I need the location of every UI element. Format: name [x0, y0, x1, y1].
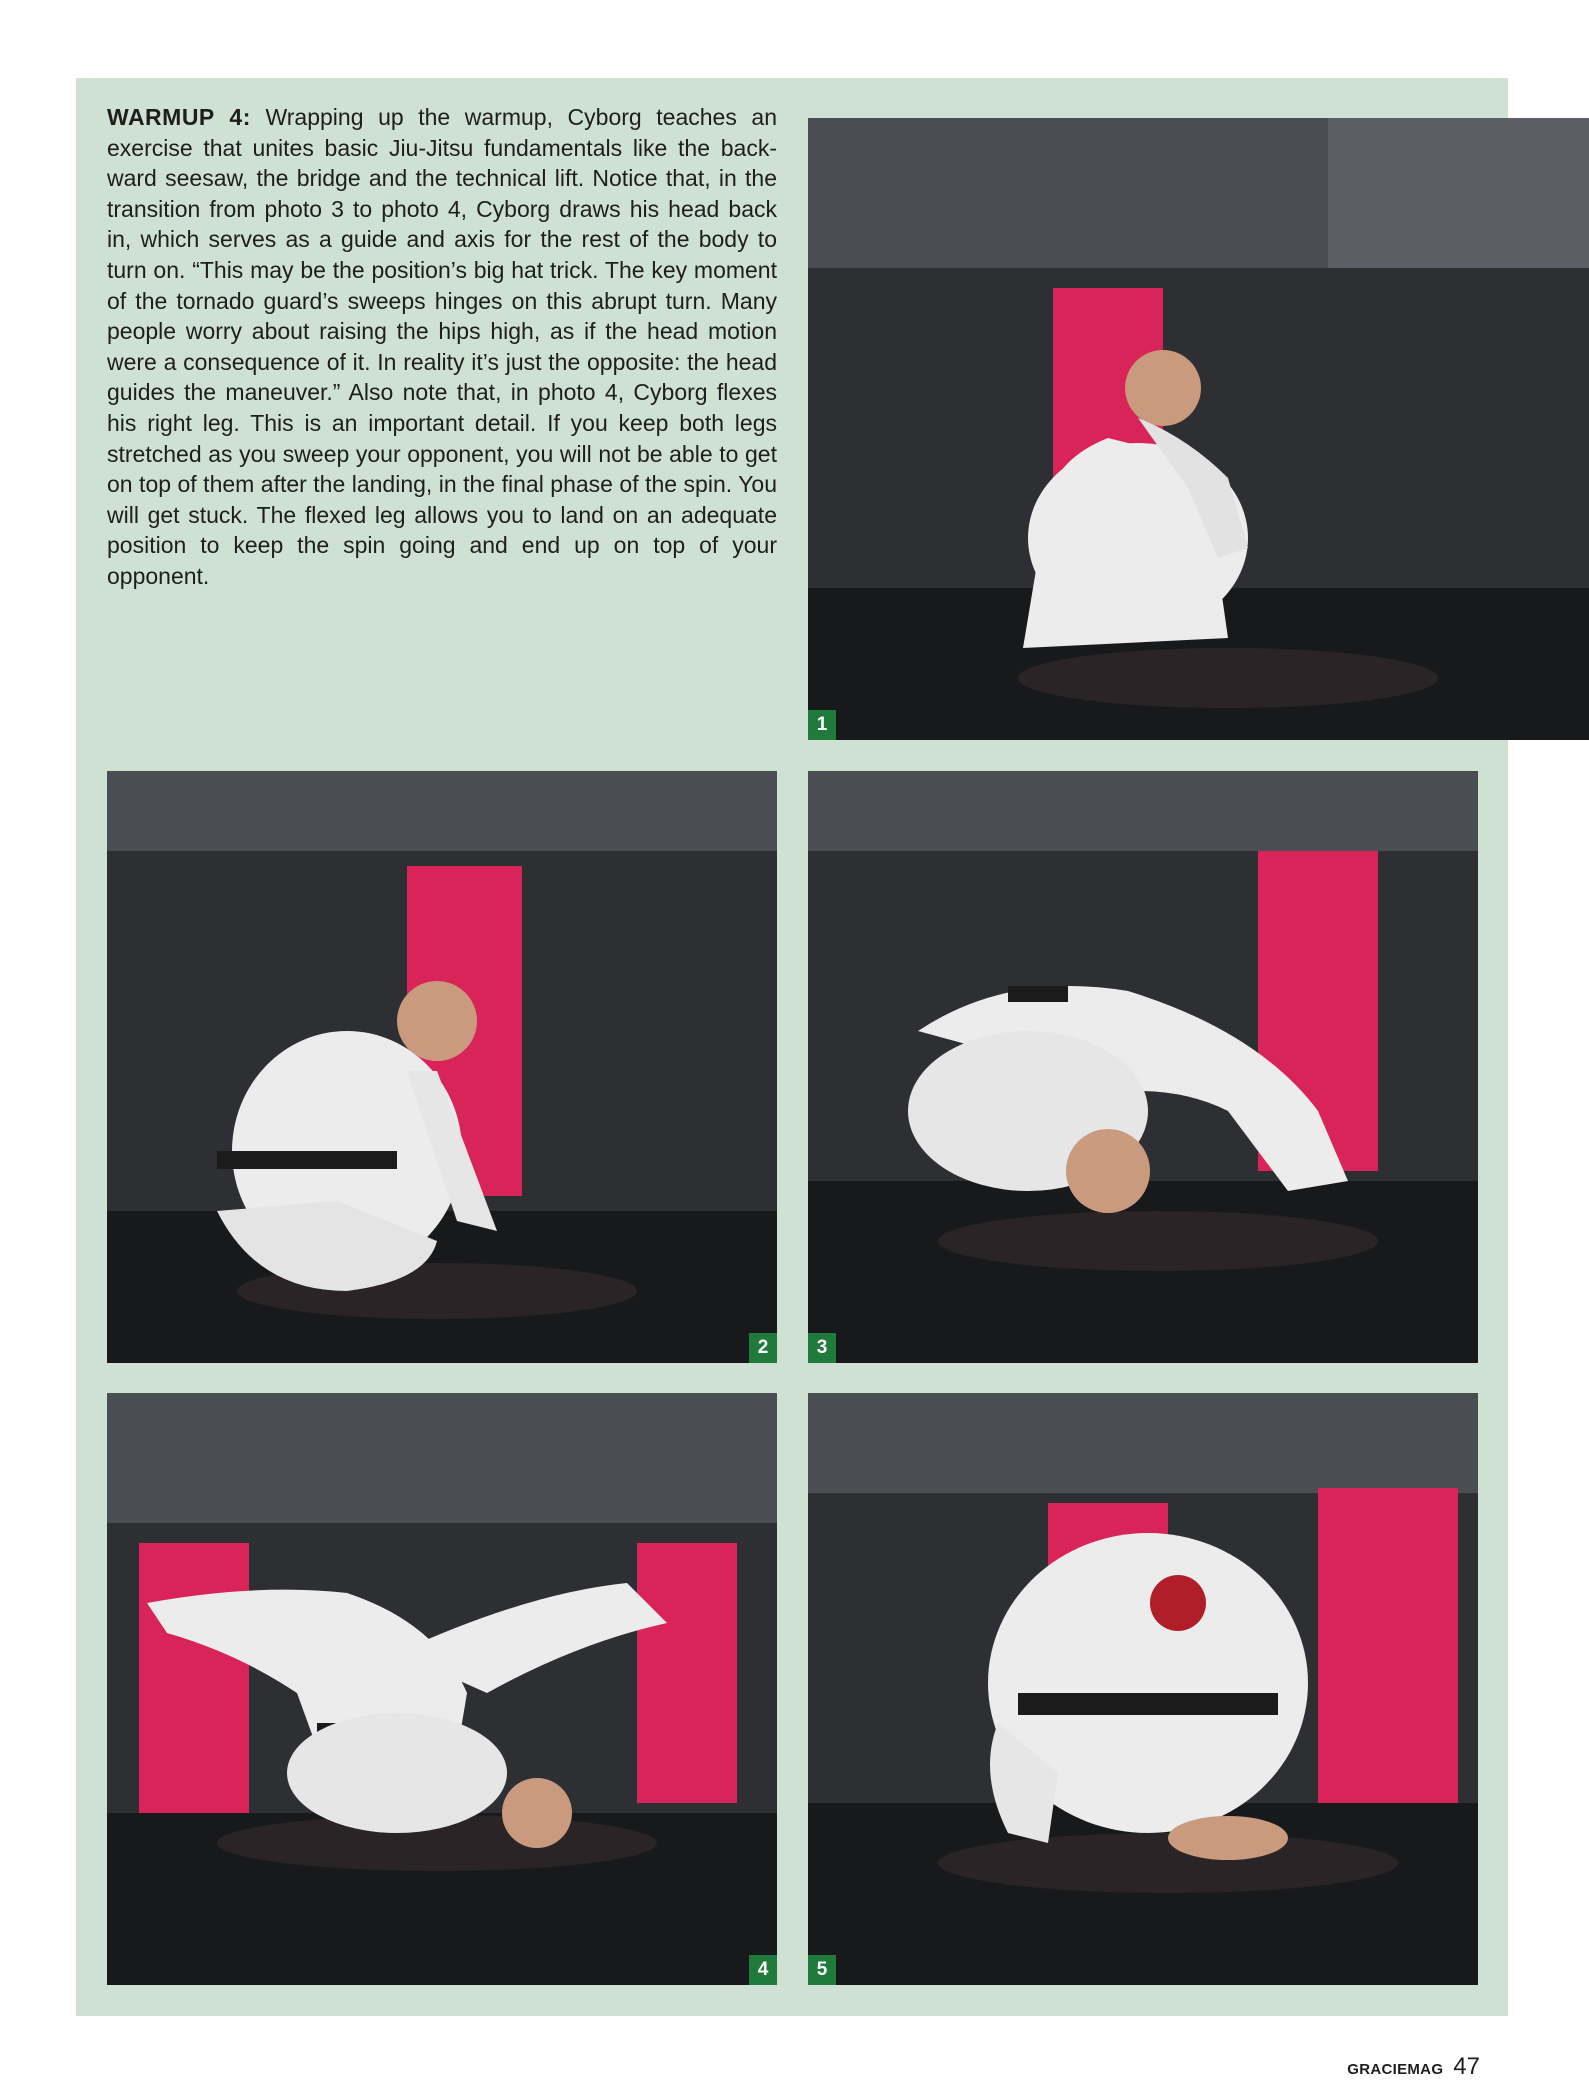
footer-brand: GRACIEMAG	[1347, 2061, 1444, 2078]
photo-number-5: 5	[808, 1955, 836, 1985]
photo-3	[808, 771, 1478, 1363]
photo-1	[808, 118, 1589, 740]
article-body: Wrapping up the warmup, Cyborg teaches an exercise that unites basic Jiu-Jitsu fundamentals like the backward seesaw, the bridge and the technical lift. Notice that, in the transition from photo 3 to photo 4, Cyborg draws his head back in, which serves as a guide and axis for the rest of the body to turn on. “This may be the position’s big hat trick. The key moment of the tornado guard’s sweeps hinges on this abrupt turn. Many people worry about raising the hips high, as if the head motion were a consequence of it. In reality it’s just the opposite: the head guides the maneuver.” Also note that, in photo 4, Cyborg flexes his right leg. This is an important detail. If you keep both legs stretched as you sweep your opponent, you will not be able to get on top of them after the landing, in the final phase of the spin. You will get stuck. The flexed leg allows you to land on an adequate position to keep the spin going and end up on top of your opponent.	[107, 104, 777, 589]
photo-2	[107, 771, 777, 1363]
photo-5	[808, 1393, 1478, 1985]
photo-4	[107, 1393, 777, 1985]
article-lead: WARMUP 4:	[107, 104, 251, 130]
article-text	[107, 102, 777, 592]
photo-number-1: 1	[808, 710, 836, 740]
photo-number-3: 3	[808, 1333, 836, 1363]
photo-number-4: 4	[749, 1955, 777, 1985]
page-number: 47	[1453, 2053, 1480, 2080]
photo-number-2: 2	[749, 1333, 777, 1363]
page-footer	[1347, 2053, 1480, 2081]
